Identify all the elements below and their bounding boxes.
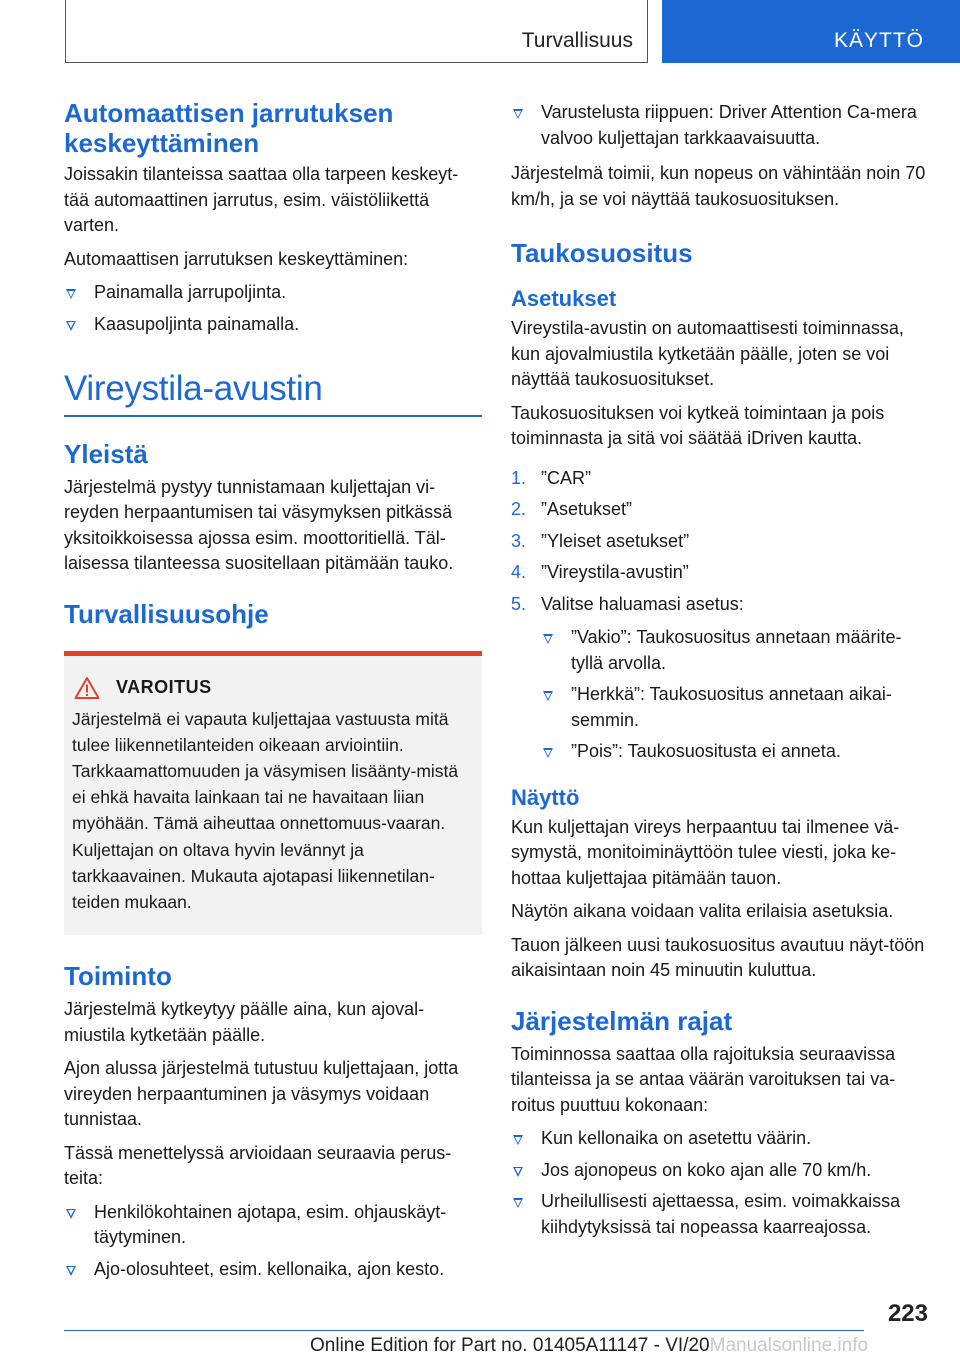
settings-paragraph-2: Taukosuosituksen voi kytkeä toimintaan ja pois toiminnasta ja sitä voi säätää iDriven kautta.	[511, 402, 885, 448]
list-item: ”Pois”: Taukosuositusta ei anneta.	[541, 739, 931, 765]
list-item: ”Vakio”: Taukosuositus annetaan määrite-tyllä arvolla.	[541, 625, 931, 676]
bullet-triangle-icon	[513, 109, 523, 119]
bullet-triangle-icon	[66, 321, 76, 331]
step-item: 3. ”Yleiset asetukset”	[511, 530, 690, 551]
list-item: Varustelusta riippuen: Driver Attention Ca-mera valvoo kuljettajan tarkkaavaisuutta.	[511, 100, 931, 151]
list-item: Painamalla jarrupoljinta.	[64, 280, 482, 306]
limits-paragraph: Toiminnossa saattaa olla rajoituksia seuraavissa tilanteissa ja se antaa väärän varoituksen tai va-roitus puuttuu kokonaan:	[511, 1043, 896, 1115]
warning-text: Järjestelmä ei vapauta kuljettajaa vastuusta mitä tulee liikennetilanteiden oikeaan arviointiin. Tarkkaamattomuuden ja väsymisen lisäänty-mistä ei ehkä havaita lainkaan tai ne havaitaan liian myöhään. Tämä aiheuttaa onnettomuus-vaaran. Kuljettajan on oltava hyvin levännyt ja tarkkaavainen. Mukauta ajotapasi liikennetilan-teiden mukaan.	[72, 708, 459, 912]
bullet-triangle-icon	[513, 1135, 523, 1145]
bullet-triangle-icon	[543, 634, 553, 644]
safety-heading: Turvallisuusohje	[64, 598, 269, 629]
warning-box	[64, 651, 482, 936]
list-item: ”Herkkä”: Taukosuositus annetaan aikai-semmin.	[541, 682, 931, 733]
settings-heading: Asetukset	[511, 286, 617, 311]
main-heading: Vireystila-avustin	[64, 369, 323, 408]
left-column	[64, 98, 482, 1288]
list-item: Kun kellonaika on asetettu väärin.	[511, 1126, 931, 1152]
warning-triangle-icon	[74, 676, 100, 700]
display-paragraph-3: Tauon jälkeen uusi taukosuositus avautuu näyt-töön aikaisintaan noin 45 minuutin kuluttua.	[511, 934, 925, 980]
bullet-triangle-icon	[66, 289, 76, 299]
function-paragraph-4: Järjestelmä toimii, kun nopeus on vähintään noin 70 km/h, ja se voi näyttää taukosuosituksen.	[511, 163, 926, 209]
bullet-triangle-icon	[66, 1209, 76, 1219]
display-paragraph-2: Näytön aikana voidaan valita erilaisia asetuksia.	[511, 901, 894, 921]
header-section-box	[65, 0, 648, 63]
settings-paragraph-1: Vireystila-avustin on automaattisesti toiminnassa, kun ajovalmiustila kytketään päälle, joten se voi näyttää taukosuositukset.	[511, 318, 904, 389]
function-paragraph-3: Tässä menettelyssä arvioidaan seuraavia perus-teita:	[64, 1142, 452, 1189]
display-heading: Näyttö	[511, 784, 580, 810]
break-heading: Taukosuositus	[511, 238, 693, 268]
section-title: Turvallisuus	[521, 29, 633, 52]
brake-heading: Automaattisen jarrutuksen keskeyttäminen	[64, 98, 394, 158]
general-paragraph: Järjestelmä pystyy tunnistamaan kuljettajan vi-reyden herpaantumisen tai väsymyksen pitkässä yksitoikkoisessa ajossa esim. moottoritiellä. Täl-laisessa tilanteessa suositellaan pitämään tauko.	[64, 476, 454, 573]
function-paragraph-1: Järjestelmä kytkeytyy päälle aina, kun ajoval-miustila kytketään päälle.	[64, 999, 425, 1045]
bullet-triangle-icon	[543, 691, 553, 701]
general-heading: Yleistä	[64, 438, 148, 469]
brake-paragraph-1: Joissakin tilanteissa saattaa olla tarpeen keskeyt-tää automaattinen jarrutus, esim. väistöliikettä varten.	[64, 164, 459, 235]
step-item: 2. ”Asetukset”	[511, 499, 633, 519]
brake-paragraph-2: Automaattisen jarrutuksen keskeyttäminen:	[64, 248, 409, 269]
list-item: Ajo-olosuhteet, esim. kellonaika, ajon kesto.	[64, 1257, 482, 1283]
page-number: 223	[887, 1300, 928, 1327]
list-item: Kaasupoljinta painamalla.	[64, 312, 482, 338]
chapter-label: KÄYTTÖ	[833, 29, 924, 52]
function-paragraph-2: Ajon alussa järjestelmä tutustuu kuljettajaan, jotta vireyden herpaantuminen ja väsymys voidaan tunnistaa.	[64, 1058, 459, 1130]
footer-rule	[64, 1330, 864, 1331]
step5-options	[541, 625, 931, 765]
footer-edition: Online Edition for Part no. 01405A11147 - VI/20Manualsonline.info	[310, 1335, 869, 1356]
function-heading: Toiminto	[64, 961, 172, 992]
function-list-continued	[511, 100, 931, 151]
function-list	[64, 1200, 482, 1283]
bullet-triangle-icon	[513, 1167, 523, 1177]
settings-steps	[511, 466, 931, 765]
chapter-tab	[662, 0, 960, 63]
list-item: Jos ajonopeus on koko ajan alle 70 km/h.	[511, 1158, 931, 1184]
limits-list	[511, 1126, 931, 1240]
list-item: Urheilullisesti ajettaessa, esim. voimakkaissa kiihdytyksissä tai nopeassa kaarreajossa.	[511, 1189, 931, 1240]
display-paragraph-1: Kun kuljettajan vireys herpaantuu tai ilmenee vä-symystä, monitoiminäyttöön tulee viesti, joka ke-hottaa kuljettajaa pitämään tauon.	[511, 816, 900, 888]
step-item: 5. Valitse haluamasi asetus: ”Vakio”: Taukosuositus annetaan määrite-tyllä arvolla. ”Herkkä”: Taukosuositus annetaan aikai-semmin. ”Pois”: Taukosuositusta ei anneta.	[511, 592, 931, 765]
warning-title: VAROITUS	[116, 677, 212, 697]
right-column	[511, 100, 931, 1246]
bullet-triangle-icon	[543, 748, 553, 758]
bullet-triangle-icon	[66, 1266, 76, 1276]
limits-heading: Järjestelmän rajat	[511, 1005, 733, 1036]
bullet-triangle-icon	[513, 1198, 523, 1208]
watermark: Manualsonline.info	[709, 1335, 869, 1356]
list-item: Henkilökohtainen ajotapa, esim. ohjauskäyt-täytyminen.	[64, 1200, 482, 1251]
step-item: 4. ”Vireystila-avustin”	[511, 562, 689, 582]
step-item: 1. ”CAR”	[511, 467, 591, 488]
brake-list	[64, 280, 482, 337]
